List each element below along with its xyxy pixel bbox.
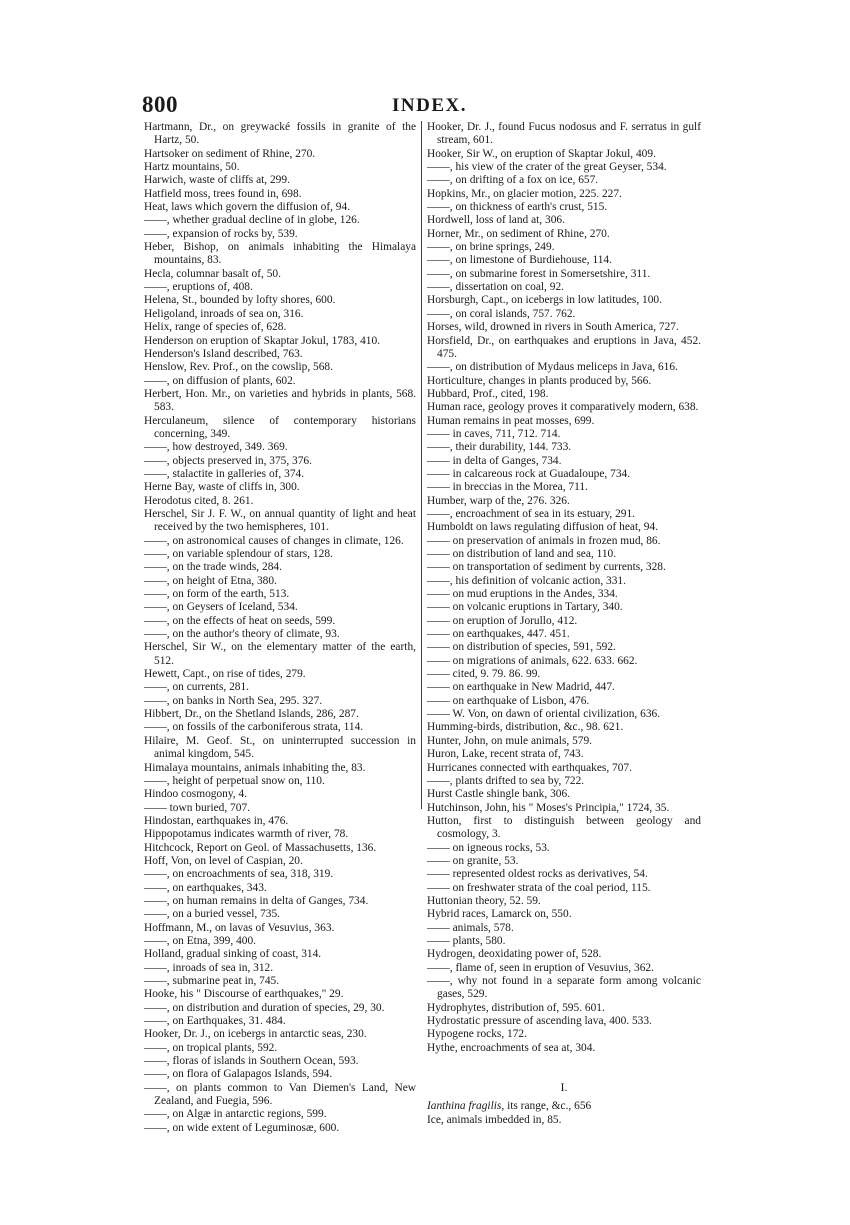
index-term-italic: Ianthina fragilis — [427, 1100, 502, 1113]
index-entry: ——, their durability, 144. 733. — [427, 441, 572, 454]
index-entry: ——, on Earthquakes, 31. 484. — [144, 1015, 286, 1028]
index-entries-right — [427, 121, 701, 1055]
index-entry: ——, on the author's theory of climate, 93. — [144, 628, 340, 641]
index-entry: Hydrostatic pressure of ascending lava, 400. 533. — [427, 1015, 652, 1028]
index-entry: Hunter, John, on mule animals, 579. — [427, 734, 593, 747]
index-entry: ——, how destroyed, 349. 369. — [144, 441, 288, 454]
index-entry: Heligoland, inroads of sea on, 316. — [144, 307, 304, 320]
index-entry: Hecla, columnar basalt of, 50. — [144, 267, 281, 280]
index-entry: Hypogene rocks, 172. — [427, 1028, 527, 1041]
index-entry: Hewett, Capt., on rise of tides, 279. — [144, 668, 306, 681]
index-entry: Hubbard, Prof., cited, 198. — [427, 387, 549, 400]
index-entry: Humboldt on laws regulating diffusion of heat, 94. — [427, 521, 659, 534]
index-entry: Herbert, Hon. Mr., on varieties and hybrids in plants, 568. 583. — [144, 387, 416, 414]
index-entry: —— on preservation of animals in frozen mud, 86. — [427, 534, 661, 547]
index-entry: Hilaire, M. Geof. St., on uninterrupted succession in animal kingdom, 545. — [144, 734, 416, 761]
index-entry: —— on granite, 53. — [427, 854, 519, 867]
index-entry: ——, on astronomical causes of changes in climate, 126. — [144, 534, 404, 547]
index-entry: —— in calcareous rock at Guadaloupe, 734. — [427, 467, 631, 480]
index-entry: ——, on submarine forest in Somersetshire, 311. — [427, 267, 651, 280]
index-entry: ——, on brine springs, 249. — [427, 241, 555, 254]
index-entry: ——, on fossils of the carboniferous strata, 114. — [144, 721, 364, 734]
page-title: INDEX. — [392, 95, 467, 116]
index-entry: Herodotus cited, 8. 261. — [144, 494, 254, 507]
index-entry: Hitchcock, Report on Geol. of Massachusetts, 136. — [144, 841, 377, 854]
index-entry: Horsfield, Dr., on earthquakes and eruptions in Java, 452. 475. — [427, 334, 701, 360]
index-entry: Hooker, Dr. J., on icebergs in antarctic seas, 230. — [144, 1028, 367, 1041]
index-entry: Herne Bay, waste of cliffs in, 300. — [144, 481, 300, 494]
index-entry: Heat, laws which govern the diffusion of, 94. — [144, 201, 351, 214]
index-entry: —— plants, 580. — [427, 934, 506, 947]
index-entry: ——, his view of the crater of the great Geyser, 534. — [427, 161, 667, 174]
index-entry: ——, on the effects of heat on seeds, 599. — [144, 614, 336, 627]
index-entry: —— cited, 9. 79. 86. 99. — [427, 668, 541, 681]
index-entry: ——, on Algæ in antarctic regions, 599. — [144, 1108, 327, 1121]
index-entry: ——, on encroachments of sea, 318, 319. — [144, 868, 334, 881]
index-entry: —— on igneous rocks, 53. — [427, 841, 550, 854]
index-entry: ——, on banks in North Sea, 295. 327. — [144, 694, 323, 707]
index-entry: Herculaneum, silence of contemporary historians concerning, 349. — [144, 414, 416, 440]
index-entry: Hindoo cosmogony, 4. — [144, 788, 248, 801]
index-entry: Hartz mountains, 50. — [144, 161, 240, 174]
index-entry: Hurricanes connected with earthquakes, 707. — [427, 761, 632, 774]
index-entry: Hoff, Von, on level of Caspian, 20. — [144, 854, 303, 867]
index-entry: Himalaya mountains, animals inhabiting the, 83. — [144, 761, 366, 774]
index-entry: ——, on human remains in delta of Ganges, 734. — [144, 894, 369, 907]
index-entry: ——, on tropical plants, 592. — [144, 1041, 278, 1054]
index-entry: —— on distribution of species, 591, 592. — [427, 641, 616, 654]
index-entry: Huron, Lake, recent strata of, 743. — [427, 748, 584, 761]
index-entry: —— animals, 578. — [427, 921, 514, 934]
index-entry: ——, on wide extent of Leguminosæ, 600. — [144, 1121, 340, 1134]
index-entry: Hibbert, Dr., on the Shetland Islands, 286, 287. — [144, 708, 359, 721]
index-entry: Horsburgh, Capt., on icebergs in low latitudes, 100. — [427, 294, 662, 307]
index-entry: ——, on height of Etna, 380. — [144, 574, 277, 587]
index-entry: —— town buried, 707. — [144, 801, 250, 814]
index-entry: —— on transportation of sediment by currents, 328. — [427, 561, 666, 574]
index-entry-text: , its range, &c., 656 — [501, 1100, 592, 1113]
index-entry: ——, on limestone of Burdiehouse, 114. — [427, 254, 612, 267]
index-entry: Helix, range of species of, 628. — [144, 321, 287, 334]
index-entry: Horses, wild, drowned in rivers in South America, 727. — [427, 321, 679, 334]
index-entry: ——, on diffusion of plants, 602. — [144, 374, 296, 387]
index-entry: ——, eruptions of, 408. — [144, 281, 253, 294]
index-entry: —— on mud eruptions in the Andes, 334. — [427, 588, 618, 601]
index-entry: ——, on variable splendour of stars, 128. — [144, 548, 333, 560]
index-entry: Herschel, Sir J. F. W., on annual quantity of light and heat received by the two hemispheres, 101. — [144, 507, 416, 534]
index-entry: ——, on flora of Galapagos Islands, 594. — [144, 1068, 333, 1081]
index-entry: Holland, gradual sinking of coast, 314. — [144, 948, 322, 961]
index-entry: Hythe, encroachments of sea at, 304. — [427, 1041, 596, 1054]
index-entry: ——, whether gradual decline of in globe, 126. — [144, 214, 360, 227]
index-entry: Henderson's Island described, 763. — [144, 347, 303, 360]
index-entry: ——, height of perpetual snow on, 110. — [144, 774, 325, 787]
index-entry: Hutchinson, John, his " Moses's Principia," 1724, 35. — [427, 801, 670, 814]
index-entry: Humber, warp of the, 276. 326. — [427, 494, 570, 507]
index-entry: —— on volcanic eruptions in Tartary, 340. — [427, 601, 623, 614]
index-entry: ——, floras of islands in Southern Ocean, 593. — [144, 1055, 359, 1068]
index-entry: ——, on earthquakes, 343. — [144, 881, 267, 894]
index-entry: —— on migrations of animals, 622. 633. 662. — [427, 654, 638, 667]
index-entry: Henslow, Rev. Prof., on the cowslip, 568. — [144, 361, 333, 374]
index-entry: Hartmann, Dr., on greywacké fossils in granite of the Hartz, 50. — [144, 121, 416, 147]
index-entry: ——, objects preserved in, 375, 376. — [144, 454, 312, 467]
index-entry: Hoffmann, M., on lavas of Vesuvius, 363. — [144, 921, 335, 934]
index-entry: —— W. Von, on dawn of oriental civilization, 636. — [427, 708, 661, 721]
index-entry: ——, on distribution and duration of species, 29, 30. — [144, 1001, 385, 1014]
index-entry: Henderson on eruption of Skaptar Jokul, 1783, 410. — [144, 334, 381, 347]
index-column-left — [144, 121, 416, 1135]
index-entry: ——, encroachment of sea in its estuary, 291. — [427, 507, 636, 520]
index-entry: ——, on thickness of earth's crust, 515. — [427, 201, 608, 214]
index-entry: ——, on distribution of Mydaus meliceps in Java, 616. — [427, 361, 678, 374]
index-entry: Huttonian theory, 52. 59. — [427, 894, 541, 907]
index-entry: ——, on currents, 281. — [144, 681, 250, 694]
index-entry: Humming-birds, distribution, &c., 98. 621. — [427, 721, 624, 734]
index-entry: Hurst Castle shingle bank, 306. — [427, 788, 571, 801]
index-entry: —— represented oldest rocks as derivatives, 54. — [427, 868, 648, 881]
index-entry: Hybrid races, Lamarck on, 550. — [427, 908, 572, 921]
index-entry: ——, on the trade winds, 284. — [144, 561, 282, 574]
index-entry: Horticulture, changes in plants produced by, 566. — [427, 374, 652, 387]
index-entry: ——, on a buried vessel, 735. — [144, 908, 281, 921]
index-entry: Hooke, his " Discourse of earthquakes," 29. — [144, 988, 344, 1001]
index-entry: Ice, animals imbedded in, 85. — [427, 1113, 562, 1126]
index-entry: ——, on Geysers of Iceland, 534. — [144, 601, 298, 614]
index-entry: —— on earthquake of Lisbon, 476. — [427, 694, 590, 707]
index-entry: Harwich, waste of cliffs at, 299. — [144, 174, 290, 187]
index-entry: Human race, geology proves it comparatively modern, 638. — [427, 401, 699, 414]
index-entry: —— on earthquake in New Madrid, 447. — [427, 681, 615, 694]
index-column-right — [427, 121, 701, 1127]
index-entry: Hippopotamus indicates warmth of river, 78. — [144, 828, 349, 841]
index-entry: —— on earthquakes, 447. 451. — [427, 628, 570, 641]
index-entry: ——, on plants common to Van Diemen's Land, New Zealand, and Fuegia, 596. — [144, 1081, 416, 1108]
index-entry: —— on freshwater strata of the coal period, 115. — [427, 881, 651, 894]
index-entry: Hooker, Dr. J., found Fucus nodosus and F. serratus in gulf stream, 601. — [427, 121, 701, 147]
index-entry: Hydrophytes, distribution of, 595. 601. — [427, 1001, 605, 1014]
page-number: 800 — [142, 92, 178, 117]
section-letter: I. — [560, 1080, 568, 1095]
index-entry: Hutton, first to distinguish between geology and cosmology, 3. — [427, 814, 701, 841]
index-entry: Hydrogen, deoxidating power of, 528. — [427, 948, 602, 961]
index-entry: Heber, Bishop, on animals inhabiting the Himalaya mountains, 83. — [144, 241, 416, 267]
index-entry: ——, on Etna, 399, 400. — [144, 934, 256, 947]
index-entry: Horner, Mr., on sediment of Rhine, 270. — [427, 227, 610, 240]
index-entry: —— on eruption of Jorullo, 412. — [427, 614, 578, 627]
index-entry: ——, flame of, seen in eruption of Vesuvius, 362. — [427, 961, 654, 974]
index-entry: ——, inroads of sea in, 312. — [144, 961, 274, 974]
index-entry: Hordwell, loss of land at, 306. — [427, 214, 565, 227]
index-entry: ——, on coral islands, 757. 762. — [427, 307, 576, 320]
index-entry: Hooker, Sir W., on eruption of Skaptar Jokul, 409. — [427, 147, 656, 160]
index-entry: —— in breccias in the Morea, 711. — [427, 481, 588, 494]
index-entry: —— on distribution of land and sea, 110. — [427, 548, 617, 560]
index-entry: ——, dissertation on coal, 92. — [427, 281, 564, 294]
index-entry: Hatfield moss, trees found in, 698. — [144, 187, 302, 200]
index-entry: ——, plants drifted to sea by, 722. — [427, 774, 585, 787]
index-entry: Hartsoker on sediment of Rhine, 270. — [144, 147, 316, 160]
index-entry: ——, on form of the earth, 513. — [144, 588, 290, 601]
index-entry: ——, expansion of rocks by, 539. — [144, 227, 298, 240]
index-entry — [427, 1100, 701, 1113]
index-entry: ——, on drifting of a fox on ice, 657. — [427, 174, 599, 187]
index-entry: ——, why not found in a separate form among volcanic gases, 529. — [427, 975, 701, 1001]
index-entry: Herschel, Sir W., on the elementary matter of the earth, 512. — [144, 641, 416, 667]
index-entry: Human remains in peat mosses, 699. — [427, 414, 595, 427]
index-entry: ——, stalactite in galleries of, 374. — [144, 467, 305, 480]
index-entry: ——, submarine peat in, 745. — [144, 975, 280, 987]
index-entry: Hindostan, earthquakes in, 476. — [144, 814, 289, 827]
index-entry: —— in caves, 711, 712. 714. — [427, 427, 561, 440]
index-entry: Hopkins, Mr., on glacier motion, 225. 227. — [427, 187, 622, 200]
index-entry: ——, his definition of volcanic action, 331. — [427, 574, 626, 587]
index-entry: Helena, St., bounded by lofty shores, 600. — [144, 294, 336, 307]
index-entry: —— in delta of Ganges, 734. — [427, 454, 562, 467]
column-divider — [421, 121, 422, 809]
